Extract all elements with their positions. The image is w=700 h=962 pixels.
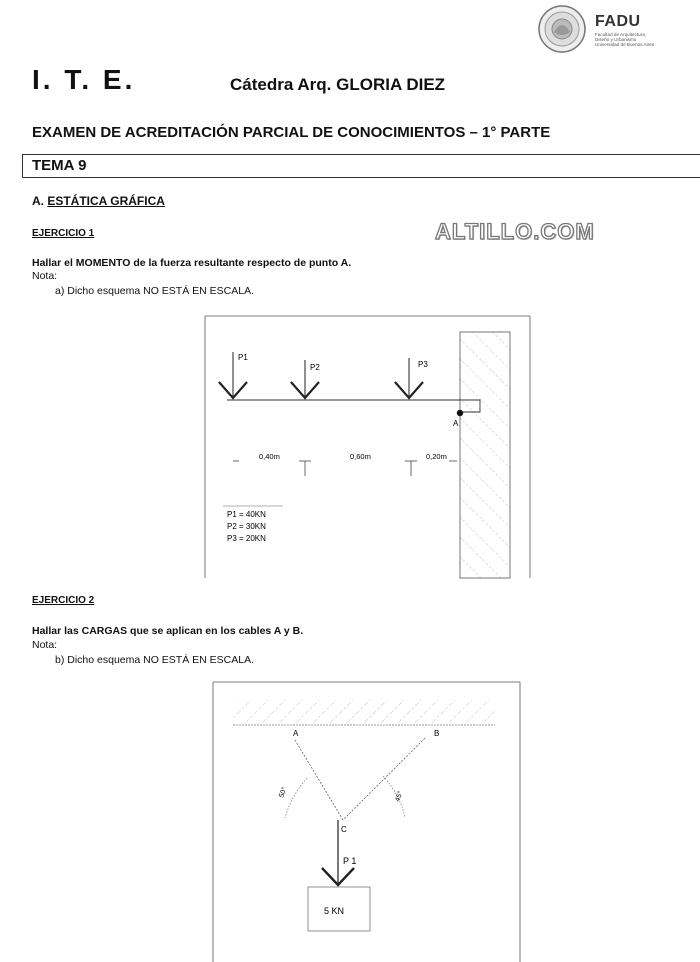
cable-a-label: A [293, 729, 299, 738]
exercise-2-question: Hallar las CARGAS que se aplican en los cables A y B. [32, 625, 304, 637]
distance-label-1: 0,40m [259, 452, 280, 461]
exercise-1-note-item: a) Dicho esquema NO ESTÁ EN ESCALA. [55, 285, 254, 297]
load-label: P 1 [343, 856, 357, 866]
cable-a [295, 740, 343, 820]
logo-subtitle-1: Facultad de Arquitectura, [595, 32, 647, 37]
logo-subtitle-3: Universidad de Buenos Aires [595, 42, 654, 47]
exercise-2-note-item: b) Dicho esquema NO ESTÁ EN ESCALA. [55, 654, 254, 666]
wall-support [460, 332, 510, 578]
distance-label-2: 0,60m [350, 452, 371, 461]
logo-title: FADU [595, 13, 641, 30]
exercise-2-diagram [205, 678, 525, 962]
section-title: ESTÁTICA GRÁFICA [47, 194, 165, 208]
exercise-1-note-label: Nota: [32, 270, 58, 282]
cable-b [343, 738, 425, 820]
legend-p3: P3 = 20KN [227, 534, 266, 543]
exercise-1-diagram [195, 312, 540, 584]
fadu-logo [537, 4, 697, 54]
exercise-1-heading: EJERCICIO 1 [32, 228, 95, 239]
ceiling-hatch [233, 700, 495, 724]
force-p3-label: P3 [418, 360, 428, 369]
angle-left-label: 50° [278, 786, 289, 799]
angle-right-label: 45° [394, 790, 405, 803]
watermark: ALTILLO.COM [435, 219, 595, 244]
load-value: 5 KN [324, 906, 345, 916]
logo-subtitle-2: Diseño y Urbanismo [595, 37, 637, 42]
dimension-marks [233, 461, 457, 476]
legend-p1: P1 = 40KN [227, 510, 266, 519]
point-c-label: C [341, 825, 347, 834]
point-a-label: A [453, 419, 459, 428]
cable-b-label: B [434, 729, 440, 738]
point-a-dot [457, 410, 463, 416]
topic-box [22, 154, 700, 178]
exercise-1-question: Hallar el MOMENTO de la fuerza resultante respecto de punto A. [32, 257, 352, 269]
course-title: I. T. E. [32, 64, 136, 95]
angle-arc-left [285, 778, 307, 818]
force-p1-label: P1 [238, 353, 248, 362]
chair-name: Cátedra Arq. GLORIA DIEZ [230, 75, 446, 94]
load-p1-arrow [322, 820, 357, 885]
distance-label-3: 0,20m [426, 452, 447, 461]
university-seal-icon [537, 4, 589, 54]
exercise-2-note-label: Nota: [32, 639, 58, 651]
topic-title: TEMA 9 [32, 157, 87, 174]
section-heading [32, 194, 165, 208]
beam [227, 400, 480, 412]
exercise-2-heading: EJERCICIO 2 [32, 595, 95, 606]
section-letter: A. [32, 194, 44, 208]
force-p2-label: P2 [310, 363, 320, 372]
legend-p2: P2 = 30KN [227, 522, 266, 531]
exam-title: EXAMEN DE ACREDITACIÓN PARCIAL DE CONOCIMIENTOS – 1° PARTE [32, 124, 551, 141]
